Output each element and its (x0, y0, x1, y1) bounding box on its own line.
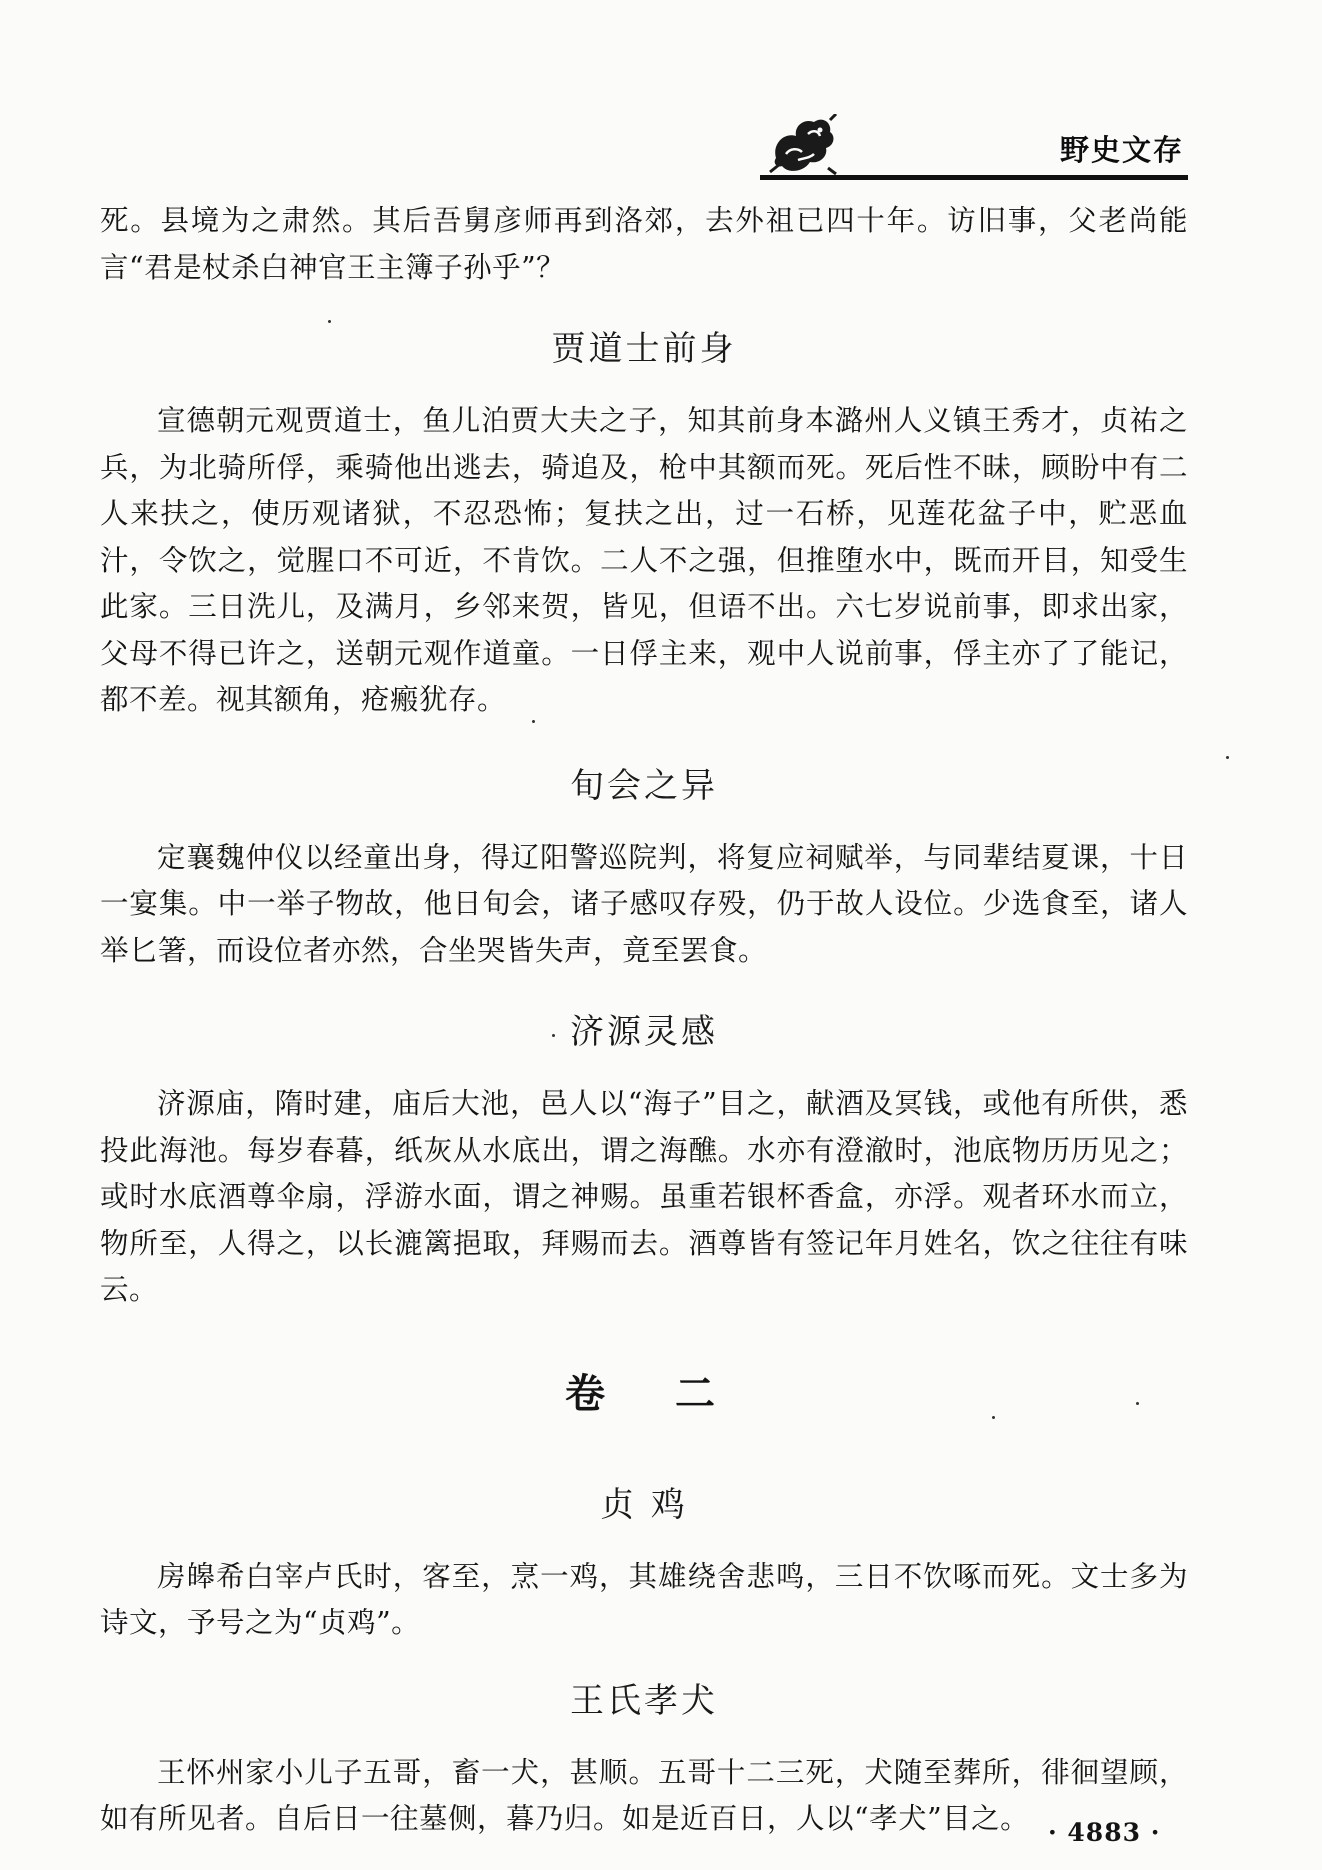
continuation-paragraph: 死。县境为之肃然。其后吾舅彦师再到洛郊，去外祖已四十年。访旧事，父老尚能言“君是杖杀白神官王主簿子孙乎”？ (100, 204, 1188, 284)
scan-speck (328, 320, 331, 323)
section-text-xiaoquan: 王怀州家小儿子五哥，畜一犬，甚顺。五哥十二三死，犬随至葬所，徘徊望顾，如有所见者。自后日一往墓侧，暮乃归。如是近百日，人以“孝犬”目之。 (100, 1755, 1188, 1835)
running-header (760, 112, 1188, 180)
section-text-jiyuan: 济源庙，隋时建，庙后大池，邑人以“海子”目之，献酒及冥钱，或他有所供，悉投此海池。每岁春暮，纸灰从水底出，谓之海醮。水亦有澄澈时，池底物历历见之；或时水底酒尊伞扇，浮游水面，谓之神赐。虽重若银杯香盒，亦浮。观者环水而立，物所至，人得之，以长漉篱挹取，拜赐而去。酒尊皆有签记年月姓名，饮之往往有味云。 (100, 1087, 1188, 1306)
volume-heading: 卷 二 (565, 1370, 723, 1417)
section-title-xiaoquan: 王氏孝犬 (570, 1680, 718, 1721)
section-text-zhenji: 房皞希白宰卢氏时，客至，烹一鸡，其雄绕舍悲鸣，三日不饮啄而死。文士多为诗文，予号之为“贞鸡”。 (100, 1559, 1188, 1639)
page-number: · 4883 · (1048, 1818, 1161, 1847)
scan-speck (552, 1034, 555, 1037)
section-text-jia-daoshi: 宣德朝元观贾道士，鱼儿泊贾大夫之子，知其前身本潞州人义镇王秀才，贞祐之兵，为北骑所俘，乘骑他出逃去，骑追及，枪中其额而死。死后性不昧，顾盼中有二人来扶之，使历观诸狱，不忍恐怖；复扶之出，过一石桥，见莲花盆子中，贮恶血汁，令饮之，觉腥口不可近，不肯饮。二人不之强，但推堕水中，既而开目，知受生此家。三日洗儿，及满月，乡邻来贺，皆见，但语不出。六七岁说前事，即求出家，父母不得已许之，送朝元观作道童。一日俘主来，观中人说前事，俘主亦了了能记，都不差。视其额角，疮瘢犹存。 (100, 404, 1188, 716)
section-title-jia-daoshi: 贾道士前身 (551, 329, 737, 369)
page-body (100, 198, 1188, 1843)
section-text-xunhui: 定襄魏仲仪以经童出身，得辽阳警巡院判，将复应祠赋举，与同辈结夏课，十日一宴集。中一举子物故，他日旬会，诸子感叹存殁，仍于故人设位。少选食至，诸人举匕箸，而设位者亦然，合坐哭皆失声，竟至罢食。 (100, 840, 1188, 967)
section-title-zhenji: 贞 鸡 (600, 1484, 688, 1525)
scan-speck (992, 1416, 995, 1419)
header-rule (760, 175, 1188, 180)
series-title: 野史文存 (1059, 133, 1184, 167)
scan-speck (532, 720, 535, 723)
section-title-jiyuan: 济源灵感 (570, 1012, 718, 1052)
dragon-emblem-icon (768, 114, 838, 178)
scan-speck (1226, 756, 1229, 759)
scan-speck (1136, 1402, 1139, 1405)
section-title-xunhui: 旬会之异 (570, 765, 718, 806)
